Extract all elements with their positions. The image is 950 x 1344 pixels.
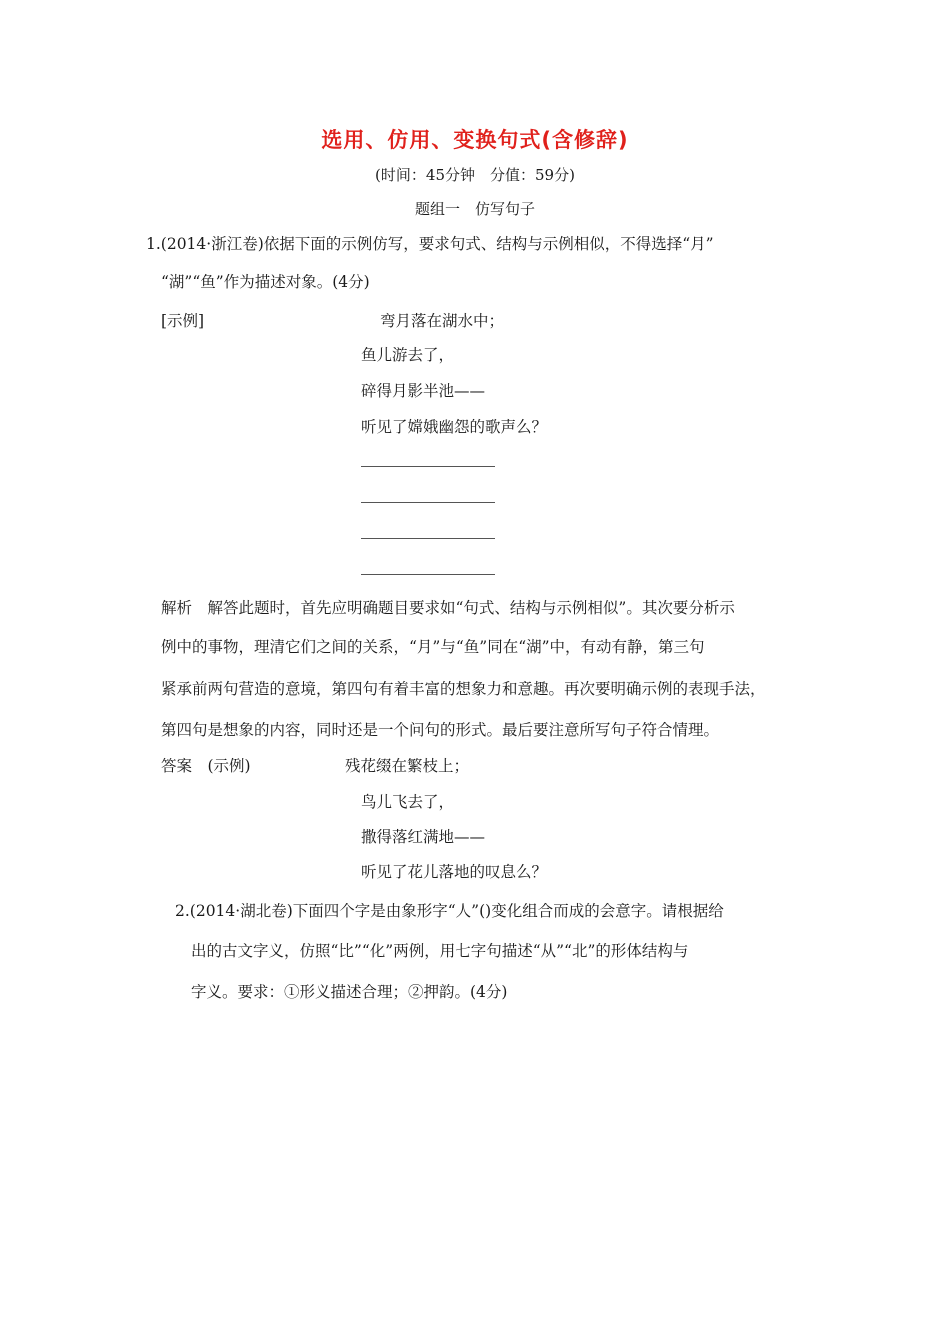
q1-answer-label: 答案 (示例) (161, 757, 251, 775)
q1-analysis-line: 解析 解答此题时，首先应明确题目要求如“句式、结构与示例相似”。其次要分析示 (161, 599, 735, 617)
q1-answer-line: 撒得落红满地—— (361, 828, 486, 846)
group-heading: 题组一 仿写句子 (414, 200, 535, 218)
q1-example-line: 鱼儿游去了， (361, 346, 455, 364)
q1-analysis-line: 例中的事物，理清它们之间的关系，“月”与“鱼”同在“湖”中，有动有静，第三句 (161, 638, 705, 656)
q1-prompt-line-2: “湖”“鱼”作为描述对象。(4分) (161, 273, 370, 291)
q1-example-label: [示例] (161, 312, 205, 330)
q1-example-line: 听见了嫦娥幽怨的歌声么？ (361, 418, 548, 436)
q1-answer-line: 残花缀在繁枝上； (345, 757, 470, 775)
q1-analysis-line: 紧承前两句营造的意境，第四句有着丰富的想象力和意趣。再次要明确示例的表现手法， (161, 680, 766, 698)
q1-prompt-line-1: 1.(2014·浙江卷)依据下面的示例仿写，要求句式、结构与示例相似，不得选择“月” (146, 235, 714, 253)
q2-prompt-line: 2.(2014·湖北卷)下面四个字是由象形字“人”()变化组合而成的会意字。请根据给 (175, 902, 724, 920)
answer-blank-line[interactable] (361, 466, 495, 467)
q1-answer-line: 听见了花儿落地的叹息么？ (361, 863, 548, 881)
page-title: 选用、仿用、变换句式(含修辞) (321, 128, 629, 152)
answer-blank-line[interactable] (361, 502, 495, 503)
q1-answer-line: 鸟儿飞去了， (361, 793, 455, 811)
q1-example-line: 碎得月影半池—— (361, 382, 486, 400)
q2-prompt-line: 出的古文字义，仿照“比”“化”两例，用七字句描述“从”“北”的形体结构与 (191, 942, 689, 960)
q1-example-line: 弯月落在湖水中； (380, 312, 505, 330)
answer-blank-line[interactable] (361, 538, 495, 539)
q2-prompt-line: 字义。要求：①形义描述合理；②押韵。(4分) (191, 983, 508, 1001)
time-score-info: (时间：45分钟 分值：59分) (375, 166, 575, 184)
q1-analysis-line: 第四句是想象的内容，同时还是一个问句的形式。最后要注意所写句子符合情理。 (161, 721, 720, 739)
answer-blank-line[interactable] (361, 574, 495, 575)
